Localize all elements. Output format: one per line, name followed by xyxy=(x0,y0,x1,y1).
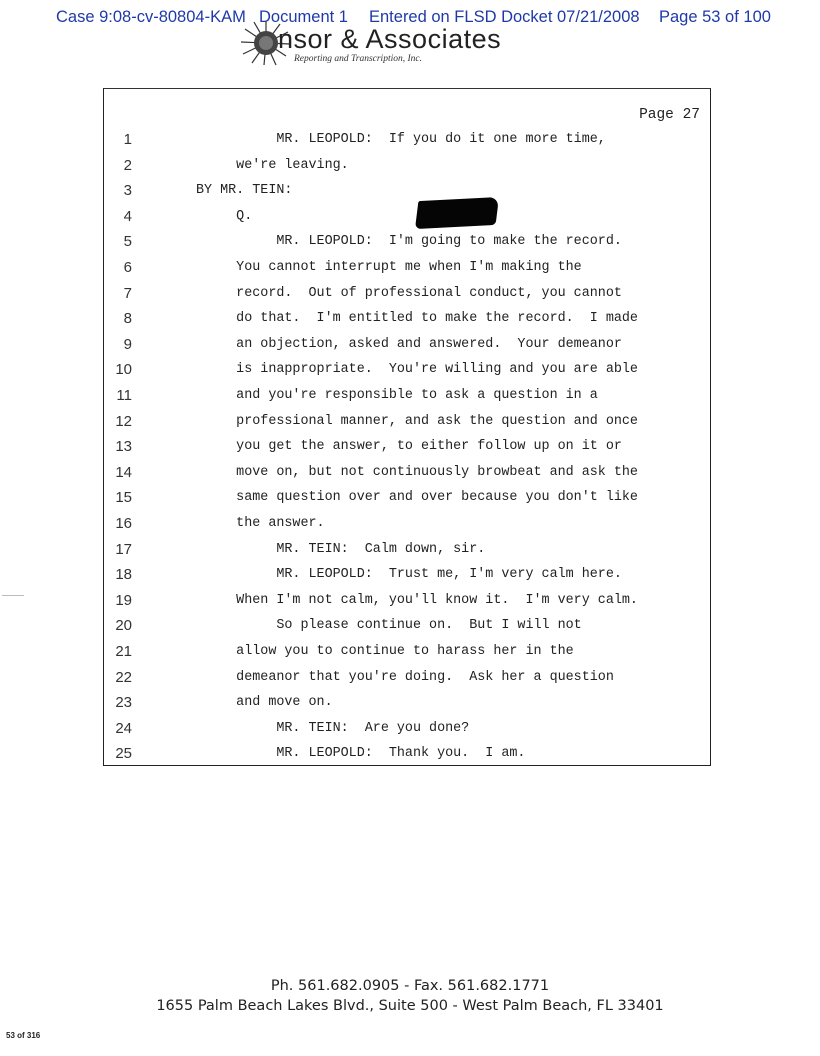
transcript-line: MR. TEIN: Calm down, sir. xyxy=(196,541,486,557)
sheet-counter: 53 of 316 xyxy=(6,1031,41,1040)
transcript-line: an objection, asked and answered. Your demeanor xyxy=(196,336,622,352)
transcript-line: demeanor that you're doing. Ask her a question xyxy=(196,669,614,685)
transcript-page-number: Page 27 xyxy=(639,107,700,123)
transcript-line: the answer. xyxy=(196,516,325,531)
line-number: 24 xyxy=(115,719,132,737)
transcript-line: we're leaving. xyxy=(196,157,349,173)
transcript-line: You cannot interrupt me when I'm making the xyxy=(196,260,582,275)
transcript-line: allow you to continue to harass her in the xyxy=(196,644,574,659)
line-number: 5 xyxy=(123,233,132,251)
line-number: 14 xyxy=(115,463,132,481)
line-number: 22 xyxy=(115,668,132,686)
transcript-line: record. Out of professional conduct, you cannot xyxy=(196,285,622,301)
company-logo xyxy=(238,20,548,66)
line-number: 16 xyxy=(115,515,132,532)
transcript-line: Q. xyxy=(196,208,253,224)
docket-document-number: Document 1 xyxy=(259,8,348,26)
line-number: 6 xyxy=(123,259,132,276)
line-number: 9 xyxy=(123,335,132,353)
company-tagline: Reporting and Transcription, Inc. xyxy=(294,54,422,64)
line-number: 17 xyxy=(115,540,132,558)
docket-case-number: Case 9:08-cv-80804-KAM xyxy=(56,8,246,26)
line-number: 12 xyxy=(115,412,132,430)
transcript-line: MR. LEOPOLD: I'm going to make the record. xyxy=(196,234,622,250)
company-name: nsor & Associates xyxy=(278,24,502,54)
line-number: 11 xyxy=(116,387,132,404)
transcript-line: is inappropriate. You're willing and you are able xyxy=(196,362,638,378)
footer-address: 1655 Palm Beach Lakes Blvd., Suite 500 - West Palm Beach, FL 33401 xyxy=(156,998,664,1014)
transcript-line: MR. LEOPOLD: Trust me, I'm very calm here. xyxy=(196,567,622,583)
line-number: 19 xyxy=(115,591,132,609)
line-number: 8 xyxy=(123,310,132,328)
docket-page-number: Page 53 of 100 xyxy=(659,8,771,26)
line-number: 15 xyxy=(115,489,132,507)
docket-entered-date: Entered on FLSD Docket 07/21/2008 xyxy=(369,8,640,26)
transcript-page xyxy=(103,88,711,766)
scan-artifact xyxy=(2,595,24,596)
line-number: 7 xyxy=(123,284,132,302)
line-number: 10 xyxy=(115,361,132,379)
transcript-line: professional manner, and ask the question and once xyxy=(196,413,638,429)
line-number: 4 xyxy=(123,207,132,225)
transcript-line: and you're responsible to ask a question in a xyxy=(196,388,598,403)
transcript-line: So please continue on. But I will not xyxy=(196,618,582,634)
transcript-line: do that. I'm entitled to make the record. I made xyxy=(196,311,638,327)
line-number: 18 xyxy=(115,566,132,584)
line-number: 3 xyxy=(123,182,132,200)
line-number: 20 xyxy=(115,617,132,635)
transcript-line: same question over and over because you don't like xyxy=(196,490,638,506)
transcript-line: move on, but not continuously browbeat and ask the xyxy=(196,464,638,480)
transcript-line: BY MR. TEIN: xyxy=(196,183,293,199)
transcript-line: MR. TEIN: Are you done? xyxy=(196,720,470,736)
footer xyxy=(0,976,820,1016)
transcript-line: When I'm not calm, you'll know it. I'm very calm. xyxy=(196,592,638,608)
transcript-line: MR. LEOPOLD: If you do it one more time, xyxy=(196,132,606,147)
footer-phone-fax: Ph. 561.682.0905 - Fax. 561.682.1771 xyxy=(270,978,550,994)
line-number: 13 xyxy=(115,438,132,456)
line-number: 1 xyxy=(123,131,132,148)
line-number: 2 xyxy=(123,156,132,174)
line-number: 23 xyxy=(115,694,132,712)
line-number: 25 xyxy=(115,745,132,763)
redaction-block xyxy=(415,197,499,229)
transcript-line: MR. LEOPOLD: Thank you. I am. xyxy=(196,746,526,762)
transcript-line: you get the answer, to either follow up on it or xyxy=(196,439,622,455)
transcript-line: and move on. xyxy=(196,695,333,711)
line-number: 21 xyxy=(115,643,132,660)
